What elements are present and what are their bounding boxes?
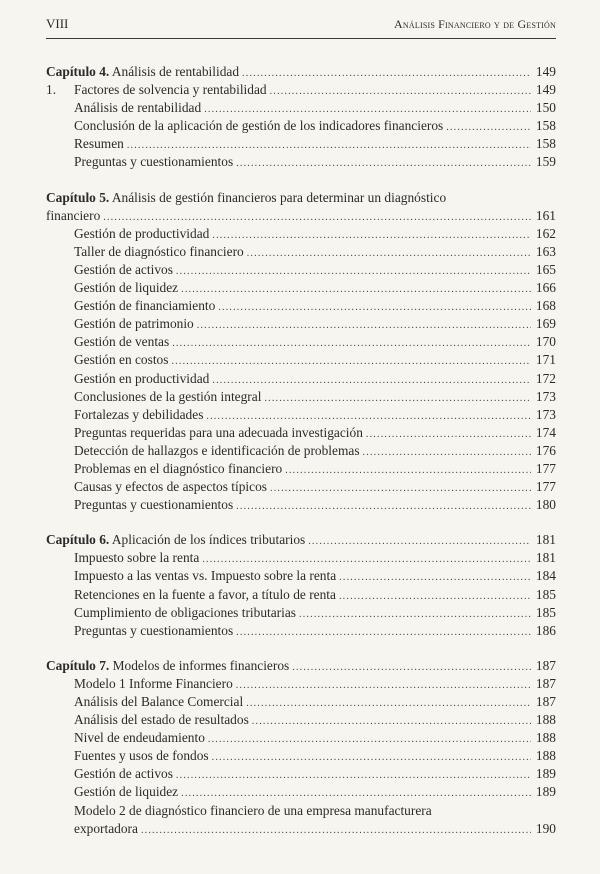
toc-entry[interactable] xyxy=(46,243,556,261)
chapter-heading-text xyxy=(46,531,305,549)
entry-title: Preguntas y cuestionamientos xyxy=(74,497,234,513)
toc-entry[interactable] xyxy=(46,747,556,765)
leader-dots xyxy=(247,245,531,263)
leader-dots xyxy=(339,588,531,606)
chapter-title: Análisis de rentabilidad xyxy=(111,64,240,79)
entry-title: Gestión de financiamiento xyxy=(74,298,216,314)
entry-page-number: 171 xyxy=(535,352,556,368)
leader-dots xyxy=(446,119,531,137)
chapter-heading[interactable] xyxy=(46,63,556,81)
leader-dots xyxy=(171,353,531,371)
entry-page-number: 163 xyxy=(535,243,556,259)
entry-title: Fortalezas y debilidades xyxy=(74,406,204,422)
entry-page-number: 189 xyxy=(535,766,556,782)
entry-title: Modelo 1 Informe Financiero xyxy=(74,675,233,691)
entry-title: Gestión de productividad xyxy=(74,225,210,241)
leader-dots xyxy=(270,480,531,498)
entry-title: Gestión de activos xyxy=(74,766,173,782)
chapter-title: Modelos de informes financieros xyxy=(112,657,290,673)
entry-page-number: 168 xyxy=(535,298,556,314)
entry-page-number: 176 xyxy=(535,442,556,458)
chapter-section xyxy=(46,657,556,838)
toc-entry[interactable] xyxy=(46,604,556,622)
entry-page-number: 173 xyxy=(535,388,556,404)
toc-entry[interactable] xyxy=(46,424,556,442)
entry-page-number: 170 xyxy=(535,334,556,350)
toc-entry[interactable] xyxy=(46,297,556,315)
entry-title: Problemas en el diagnóstico financiero xyxy=(74,460,283,476)
leader-dots xyxy=(366,426,531,444)
entry-page-number: 188 xyxy=(535,730,556,746)
toc-entry[interactable] xyxy=(46,99,556,117)
toc-entry[interactable] xyxy=(46,117,556,135)
entry-title-continued: exportadora xyxy=(74,820,138,836)
chapter-heading-continued[interactable] xyxy=(46,207,556,225)
entry-page-number: 159 xyxy=(535,154,556,170)
entry-page-number: 181 xyxy=(535,550,556,566)
leader-dots xyxy=(212,749,531,767)
entry-title: Gestión de patrimonio xyxy=(74,316,194,332)
entry-page-number: 173 xyxy=(535,406,556,422)
leader-dots xyxy=(292,659,531,677)
leader-dots xyxy=(299,606,531,624)
entry-page-number: 174 xyxy=(535,424,556,440)
entry-title: Detección de hallazgos e identificación de problemas xyxy=(74,442,360,458)
entry-title: Gestión en costos xyxy=(74,352,169,368)
leader-dots xyxy=(252,713,531,731)
table-of-contents xyxy=(46,63,556,855)
entry-title: Conclusiones de la gestión integral xyxy=(74,388,262,404)
entry-title: Preguntas requeridas para una adecuada investigación xyxy=(74,424,363,440)
leader-dots xyxy=(270,83,531,101)
toc-entry[interactable] xyxy=(46,783,556,801)
entry-title: Factores de solvencia y rentabilidad xyxy=(74,82,267,98)
leader-dots xyxy=(181,281,531,299)
entry-page-number: 177 xyxy=(535,460,556,476)
entry-title: Gestión en productividad xyxy=(74,370,210,386)
entry-title: Impuesto sobre la renta xyxy=(74,550,200,566)
leader-dots xyxy=(218,299,531,317)
entry-number: 1. xyxy=(46,82,57,98)
leader-dots xyxy=(208,731,531,749)
toc-entry[interactable] xyxy=(46,675,556,693)
leader-dots xyxy=(236,498,531,516)
entry-page-number: 185 xyxy=(535,586,556,602)
entry-title: Análisis del Balance Comercial xyxy=(74,694,244,709)
leader-dots xyxy=(242,65,531,83)
chapter-section xyxy=(46,63,556,172)
chapter-title: Aplicación de los índices tributarios xyxy=(111,532,306,548)
toc-entry[interactable] xyxy=(46,351,556,369)
toc-entry[interactable] xyxy=(46,567,556,585)
leader-dots xyxy=(141,822,531,840)
leader-dots xyxy=(236,155,531,173)
entry-title: Preguntas y cuestionamientos xyxy=(74,622,234,638)
entry-title: Resumen xyxy=(74,136,124,152)
leader-dots xyxy=(308,533,531,551)
leader-dots xyxy=(246,695,531,713)
leader-dots xyxy=(236,677,531,695)
entry-page-number: 158 xyxy=(535,136,556,152)
chapter-heading-text xyxy=(46,63,239,81)
chapter-title-continued: financiero xyxy=(46,207,101,223)
chapter-heading-text xyxy=(46,657,289,675)
leader-dots xyxy=(212,227,531,245)
entry-title: Modelo 2 de diagnóstico financiero de una empresa manufacturera xyxy=(74,802,432,818)
toc-entry[interactable] xyxy=(46,279,556,297)
toc-entry[interactable] xyxy=(46,370,556,388)
toc-entry[interactable] xyxy=(46,442,556,460)
toc-entry[interactable] xyxy=(46,406,556,424)
entry-title: Fuentes y usos de fondos xyxy=(74,748,209,764)
toc-entry[interactable] xyxy=(46,586,556,604)
entry-page-number: 188 xyxy=(535,748,556,764)
entry-page-number: 165 xyxy=(535,261,556,277)
toc-entry[interactable] xyxy=(46,135,556,153)
chapter-section xyxy=(46,189,556,515)
entry-page-number: 184 xyxy=(535,568,556,584)
chapter-label: Capítulo 6. xyxy=(46,532,110,548)
entry-page-number: 169 xyxy=(535,316,556,332)
leader-dots xyxy=(197,317,531,335)
entry-page-number: 177 xyxy=(535,479,556,495)
header-rule xyxy=(46,38,556,39)
toc-entry[interactable] xyxy=(46,388,556,406)
entry-title: Nivel de endeudamiento xyxy=(74,730,205,746)
chapter-heading[interactable] xyxy=(46,531,556,549)
toc-entry[interactable] xyxy=(46,765,556,783)
toc-entry[interactable] xyxy=(46,693,556,711)
leader-dots xyxy=(172,335,531,353)
entry-page-number: 150 xyxy=(535,100,556,116)
chapter-title: Análisis de gestión financieros para determinar un diagnóstico xyxy=(111,189,447,205)
leader-dots xyxy=(176,767,531,785)
toc-entry[interactable] xyxy=(46,711,556,729)
entry-page-number: 189 xyxy=(535,784,556,800)
leader-dots xyxy=(339,569,531,587)
leader-dots xyxy=(181,785,531,803)
leader-dots xyxy=(264,390,531,408)
toc-entry[interactable] xyxy=(46,261,556,279)
entry-page-number: 187 xyxy=(535,675,556,691)
toc-entry[interactable] xyxy=(46,315,556,333)
page-number-label: VIII xyxy=(46,16,69,31)
entry-page-number: 186 xyxy=(535,622,556,638)
entry-title: Gestión de ventas xyxy=(74,334,170,350)
leader-dots xyxy=(363,444,531,462)
entry-title: Gestión de liquidez xyxy=(74,784,179,800)
chapter-label: Capítulo 4. xyxy=(46,64,110,79)
entry-title: Cumplimiento de obligaciones tributarias xyxy=(74,604,297,620)
leader-dots xyxy=(236,624,531,642)
entry-page-number: 185 xyxy=(535,604,556,620)
entry-page-number: 187 xyxy=(535,694,556,709)
chapter-section xyxy=(46,531,556,640)
chapter-page-number: 149 xyxy=(535,64,556,79)
entry-page-number: 172 xyxy=(535,370,556,386)
toc-entry-continued[interactable] xyxy=(46,820,556,838)
entry-page-number: 190 xyxy=(535,820,556,836)
entry-title: Taller de diagnóstico financiero xyxy=(74,243,244,259)
toc-entry[interactable] xyxy=(46,496,556,514)
entry-title: Preguntas y cuestionamientos xyxy=(74,154,234,170)
toc-entry[interactable] xyxy=(46,478,556,496)
toc-entry[interactable] xyxy=(46,153,556,171)
entry-page-number: 149 xyxy=(535,82,556,98)
toc-entry[interactable] xyxy=(46,549,556,567)
toc-entry[interactable] xyxy=(46,729,556,747)
entry-title: Gestión de liquidez xyxy=(74,280,179,296)
chapter-label: Capítulo 5. xyxy=(46,189,110,205)
entry-page-number: 162 xyxy=(535,225,556,241)
toc-entry[interactable] xyxy=(46,460,556,478)
chapter-page-number: 181 xyxy=(535,532,556,548)
chapter-heading[interactable] xyxy=(46,189,556,207)
entry-page-number: 180 xyxy=(535,497,556,513)
entry-page-number: 158 xyxy=(535,118,556,134)
entry-page-number: 166 xyxy=(535,280,556,296)
running-title: Análisis Financiero y de Gestión xyxy=(394,17,556,31)
toc-entry[interactable] xyxy=(46,81,556,99)
leader-dots xyxy=(176,263,531,281)
entry-title: Gestión de activos xyxy=(74,261,173,277)
entry-title: Retenciones en la fuente a favor, a título de renta xyxy=(74,586,336,602)
chapter-label: Capítulo 7. xyxy=(46,657,110,673)
toc-entry[interactable] xyxy=(46,802,556,820)
entry-title: Análisis de rentabilidad xyxy=(74,100,202,116)
chapter-heading[interactable] xyxy=(46,657,556,675)
entry-title: Causas y efectos de aspectos típicos xyxy=(74,479,267,495)
entry-title: Análisis del estado de resultados xyxy=(74,712,249,728)
chapter-page-number: 187 xyxy=(535,657,556,673)
entry-title: Impuesto a las ventas vs. Impuesto sobre la renta xyxy=(74,568,337,584)
page-header xyxy=(46,16,556,36)
chapter-page-number: 161 xyxy=(535,207,556,223)
toc-entry[interactable] xyxy=(46,333,556,351)
entry-title: Conclusión de la aplicación de gestión de los indicadores financieros xyxy=(74,118,444,134)
toc-entry[interactable] xyxy=(46,622,556,640)
entry-page-number: 188 xyxy=(535,712,556,728)
leader-dots xyxy=(285,462,531,480)
toc-entry[interactable] xyxy=(46,225,556,243)
